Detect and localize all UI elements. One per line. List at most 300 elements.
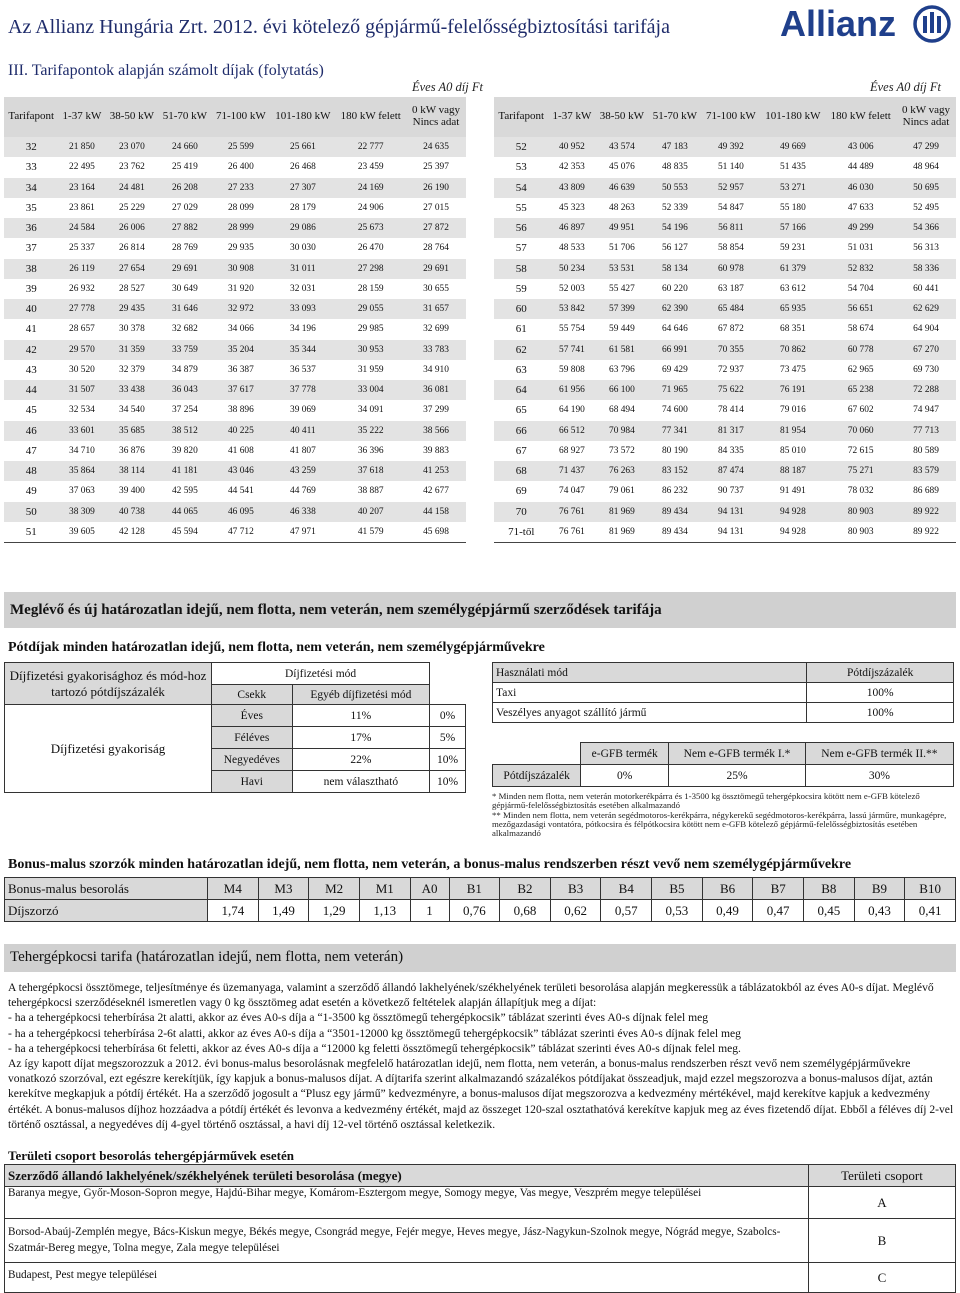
factor-cell: 0,45 <box>804 900 855 922</box>
fee-cell: 25 599 <box>211 137 270 157</box>
fee-cell: 46 338 <box>270 502 335 522</box>
fee-cell: 47 633 <box>825 198 896 218</box>
bonus-class-cell: M1 <box>359 878 410 900</box>
fee-cell: 28 657 <box>58 319 105 339</box>
fee-cell: 35 344 <box>270 340 335 360</box>
region-row-counties: Budapest, Pest megye települései <box>5 1263 809 1293</box>
fee-cell: 25 673 <box>335 218 406 238</box>
fee-cell: 85 010 <box>760 441 825 461</box>
table-row <box>4 461 466 481</box>
fee-cell: 23 459 <box>335 157 406 177</box>
fee-cell: 30 908 <box>211 259 270 279</box>
fee-cell: 39 400 <box>105 481 158 501</box>
fee-cell: 26 006 <box>105 218 158 238</box>
factor-cell: 0,68 <box>500 900 551 922</box>
fee-cell: 60 778 <box>825 340 896 360</box>
fee-cell: 40 738 <box>105 502 158 522</box>
table-row <box>4 299 466 319</box>
table-row <box>494 502 956 522</box>
fee-cell: 72 615 <box>825 441 896 461</box>
fee-cell: 31 920 <box>211 279 270 299</box>
fee-cell: 83 579 <box>896 461 956 481</box>
fee-cell: 27 015 <box>406 198 466 218</box>
fee-cell: 40 225 <box>211 421 270 441</box>
fee-cell: 52 957 <box>701 178 760 198</box>
bonus-class-cell: B8 <box>804 878 855 900</box>
fee-cell: 44 769 <box>270 481 335 501</box>
rate-col-header: 0 kW vagy Nincs adat <box>896 97 956 137</box>
frequency-label: Negyedéves <box>212 749 293 771</box>
bonus-class-cell: B4 <box>601 878 652 900</box>
fee-cell: 65 238 <box>825 380 896 400</box>
fee-cell: 71 965 <box>648 380 701 400</box>
bonus-class-cell: B6 <box>702 878 753 900</box>
fee-cell: 29 435 <box>105 299 158 319</box>
fee-cell: 94 928 <box>760 522 825 543</box>
fee-cell: 43 259 <box>270 461 335 481</box>
fee-cell: 32 699 <box>406 319 466 339</box>
fee-cell: 34 196 <box>270 319 335 339</box>
fee-cell: 46 897 <box>548 218 595 238</box>
fee-cell: 43 046 <box>211 461 270 481</box>
factor-cell: 0,49 <box>702 900 753 922</box>
fee-cell: 94 131 <box>701 502 760 522</box>
table-row <box>4 380 466 400</box>
rate-table-right <box>494 97 956 543</box>
table-row <box>494 481 956 501</box>
bonus-class-cell: B5 <box>652 878 703 900</box>
tariff-point-cell: 62 <box>494 340 548 360</box>
fee-cell: 91 491 <box>760 481 825 501</box>
fee-cell: 75 622 <box>701 380 760 400</box>
table-row <box>494 178 956 198</box>
factor-cell: 0,76 <box>449 900 500 922</box>
fee-cell: 75 271 <box>825 461 896 481</box>
surcharge-value: 22% <box>292 749 430 771</box>
fee-cell: 89 922 <box>896 522 956 543</box>
fee-cell: 27 778 <box>58 299 105 319</box>
usage-taxi-value: 100% <box>807 683 954 703</box>
table-row <box>494 441 956 461</box>
fee-cell: 25 419 <box>158 157 211 177</box>
fee-cell: 58 854 <box>701 238 760 258</box>
tariff-point-cell: 54 <box>494 178 548 198</box>
tariff-point-cell: 43 <box>4 360 58 380</box>
fee-cell: 27 882 <box>158 218 211 238</box>
fee-cell: 70 060 <box>825 421 896 441</box>
fee-cell: 78 032 <box>825 481 896 501</box>
surcharge-value: 10% <box>430 771 466 793</box>
fee-cell: 55 754 <box>548 319 595 339</box>
fee-cell: 64 646 <box>648 319 701 339</box>
fee-cell: 27 307 <box>270 178 335 198</box>
fee-cell: 57 741 <box>548 340 595 360</box>
tariff-point-cell: 49 <box>4 481 58 501</box>
table-row <box>4 340 466 360</box>
truck-paragraph: - ha a tehergépkocsi teherbírása 6t feletti, akkor az éves A0-s díja a “12000 kg feletti össztömegű tehergépkocsik” táblázat szerinti éves A0-s díjnak felel meg. <box>8 1041 741 1055</box>
fee-cell: 29 086 <box>270 218 335 238</box>
truck-paragraphs <box>8 980 958 1132</box>
tariff-point-cell: 67 <box>494 441 548 461</box>
region-title: Területi csoport besorolás tehergépjárművek esetén <box>8 1148 294 1163</box>
fee-cell: 46 030 <box>825 178 896 198</box>
usage-hazardous-value: 100% <box>807 703 954 723</box>
fee-cell: 32 534 <box>58 400 105 420</box>
fee-cell: 63 612 <box>760 279 825 299</box>
fee-cell: 42 353 <box>548 157 595 177</box>
fee-cell: 45 698 <box>406 522 466 543</box>
fee-cell: 60 220 <box>648 279 701 299</box>
fee-cell: 52 832 <box>825 259 896 279</box>
tariff-point-cell: 66 <box>494 421 548 441</box>
fee-cell: 50 695 <box>896 178 956 198</box>
fee-cell: 50 553 <box>648 178 701 198</box>
fee-cell: 90 737 <box>701 481 760 501</box>
tariff-point-cell: 58 <box>494 259 548 279</box>
section2-title: Meglévő és új határozatlan idejű, nem flotta, nem veterán, nem személygépjármű szerződések tarifája <box>10 602 662 618</box>
tariff-point-cell: 37 <box>4 238 58 258</box>
table-row <box>494 360 956 380</box>
fee-cell: 77 341 <box>648 421 701 441</box>
fee-cell: 24 584 <box>58 218 105 238</box>
fee-cell: 34 710 <box>58 441 105 461</box>
table-row <box>4 218 466 238</box>
fee-cell: 83 152 <box>648 461 701 481</box>
rate-col-header: 51-70 kW <box>158 97 211 137</box>
fee-cell: 89 434 <box>648 522 701 543</box>
surcharge-value: 0% <box>430 705 466 727</box>
fee-cell: 33 004 <box>335 380 406 400</box>
fee-cell: 70 984 <box>595 421 648 441</box>
fee-cell: 35 222 <box>335 421 406 441</box>
tariff-point-cell: 71-től <box>494 522 548 543</box>
table-row <box>4 178 466 198</box>
fee-cell: 29 055 <box>335 299 406 319</box>
fee-cell: 28 527 <box>105 279 158 299</box>
fee-cell: 29 691 <box>158 259 211 279</box>
fee-cell: 51 140 <box>701 157 760 177</box>
tariff-point-cell: 68 <box>494 461 548 481</box>
fee-cell: 32 972 <box>211 299 270 319</box>
tariff-point-cell: 40 <box>4 299 58 319</box>
egfb-value-2: 25% <box>669 765 806 787</box>
fee-cell: 34 910 <box>406 360 466 380</box>
region-row-counties: Baranya megye, Győr-Moson-Sopron megye, Hajdú-Bihar megye, Komárom-Esztergom megye, Somogy megye, Vas megye, Veszprém megye települései <box>5 1187 809 1219</box>
usage-taxi: Taxi <box>493 683 807 703</box>
surcharge-head: Pótdíjszázalék <box>807 663 954 683</box>
fee-cell: 47 971 <box>270 522 335 543</box>
fee-cell: 74 600 <box>648 400 701 420</box>
fee-cell: 86 232 <box>648 481 701 501</box>
tariff-point-cell: 52 <box>494 137 548 157</box>
table-row <box>494 340 956 360</box>
fee-cell: 62 629 <box>896 299 956 319</box>
fee-cell: 23 762 <box>105 157 158 177</box>
bonus-class-cell: M2 <box>309 878 360 900</box>
fee-cell: 36 537 <box>270 360 335 380</box>
fee-cell: 36 876 <box>105 441 158 461</box>
fee-cell: 40 411 <box>270 421 335 441</box>
tariff-point-cell: 69 <box>494 481 548 501</box>
tariff-point-cell: 50 <box>4 502 58 522</box>
fee-cell: 42 677 <box>406 481 466 501</box>
fee-cell: 52 495 <box>896 198 956 218</box>
fee-cell: 76 761 <box>548 522 595 543</box>
bonus-class-cell: B9 <box>854 878 905 900</box>
rate-col-header: 101-180 kW <box>760 97 825 137</box>
fee-cell: 66 512 <box>548 421 595 441</box>
region-head-county: Szerződő állandó lakhelyének/székhelyének területi besorolása (megye) <box>5 1165 809 1187</box>
fee-cell: 53 531 <box>595 259 648 279</box>
tariff-point-cell: 39 <box>4 279 58 299</box>
table-row <box>4 522 466 543</box>
truck-paragraph: - ha a tehergépkocsi teherbírása 2t alatti, akkor az éves A0-s díja a “1-3500 kg össztömegű tehergépkocsik” táblázat szerinti éves A0-s díjnak felel meg <box>8 1011 709 1025</box>
region-table <box>4 1164 956 1293</box>
fee-cell: 42 595 <box>158 481 211 501</box>
fee-cell: 67 602 <box>825 400 896 420</box>
fee-cell: 64 190 <box>548 400 595 420</box>
tariff-point-cell: 35 <box>4 198 58 218</box>
logo-wordmark: Allianz <box>780 3 897 44</box>
surcharge-value: 10% <box>430 749 466 771</box>
region-row-group: B <box>809 1219 956 1263</box>
fee-cell: 69 730 <box>896 360 956 380</box>
fee-cell: 63 187 <box>701 279 760 299</box>
fee-cell: 56 811 <box>701 218 760 238</box>
fee-cell: 47 712 <box>211 522 270 543</box>
factor-cell: 1,49 <box>258 900 309 922</box>
surcharge-value: 11% <box>292 705 430 727</box>
fee-cell: 31 646 <box>158 299 211 319</box>
fee-cell: 25 397 <box>406 157 466 177</box>
fee-cell: 27 029 <box>158 198 211 218</box>
table-row <box>494 157 956 177</box>
fee-cell: 27 654 <box>105 259 158 279</box>
egfb-col-2: Nem e-GFB termék I.* <box>669 743 806 765</box>
fee-cell: 22 777 <box>335 137 406 157</box>
annual-fee-label-right: Éves A0 díj Ft <box>870 80 941 94</box>
fee-cell: 32 682 <box>158 319 211 339</box>
truck-title: Tehergépkocsi tarifa (határozatlan idejű, nem flotta, nem veterán) <box>10 949 404 965</box>
rate-col-header: 38-50 kW <box>595 97 648 137</box>
fee-cell: 26 208 <box>158 178 211 198</box>
fee-cell: 74 047 <box>548 481 595 501</box>
table-row <box>4 259 466 279</box>
factor-label: Díjszorzó <box>5 900 208 922</box>
fee-cell: 41 807 <box>270 441 335 461</box>
region-row-group: A <box>809 1187 956 1219</box>
fee-cell: 66 100 <box>595 380 648 400</box>
tariff-point-cell: 55 <box>494 198 548 218</box>
fee-cell: 49 392 <box>701 137 760 157</box>
table-row <box>494 299 956 319</box>
fee-cell: 30 520 <box>58 360 105 380</box>
bonus-class-cell: M3 <box>258 878 309 900</box>
payment-frequency-table <box>4 662 466 793</box>
fee-cell: 72 937 <box>701 360 760 380</box>
fee-cell: 24 169 <box>335 178 406 198</box>
fee-cell: 77 713 <box>896 421 956 441</box>
fee-cell: 66 991 <box>648 340 701 360</box>
fee-cell: 87 474 <box>701 461 760 481</box>
table-row <box>4 198 466 218</box>
tariff-point-cell: 46 <box>4 421 58 441</box>
truck-paragraph: - ha a tehergépkocsi teherbírása 2-6t alatti, akkor az éves A0-s díja a “3501-12000 kg össztömegű tehergépkocsik” táblázat szerinti éves A0-s díjnak felel meg <box>8 1026 741 1040</box>
fee-cell: 37 617 <box>211 380 270 400</box>
fee-cell: 81 969 <box>595 522 648 543</box>
bonus-class-cell: A0 <box>410 878 449 900</box>
table-row <box>494 421 956 441</box>
fee-cell: 78 414 <box>701 400 760 420</box>
egfb-table <box>492 742 954 787</box>
fee-cell: 48 263 <box>595 198 648 218</box>
fee-cell: 26 932 <box>58 279 105 299</box>
fee-cell: 80 903 <box>825 502 896 522</box>
rate-col-header: Tarifapont <box>4 97 58 137</box>
fee-cell: 31 011 <box>270 259 335 279</box>
egfb-col-3: Nem e-GFB termék II.** <box>805 743 953 765</box>
fee-cell: 73 572 <box>595 441 648 461</box>
fee-cell: 84 335 <box>701 441 760 461</box>
fee-cell: 53 842 <box>548 299 595 319</box>
fee-cell: 26 190 <box>406 178 466 198</box>
rate-col-header: 38-50 kW <box>105 97 158 137</box>
fee-cell: 37 618 <box>335 461 406 481</box>
fee-cell: 26 119 <box>58 259 105 279</box>
fee-cell: 41 181 <box>158 461 211 481</box>
rate-col-header: 71-100 kW <box>211 97 270 137</box>
table-row <box>494 461 956 481</box>
fee-cell: 24 635 <box>406 137 466 157</box>
freq-table-heading: Díjfizetési gyakorisághoz és mód-hoz tartozó pótdíjszázalék <box>5 663 212 705</box>
table-row <box>4 421 466 441</box>
fee-cell: 53 271 <box>760 178 825 198</box>
fee-cell: 41 608 <box>211 441 270 461</box>
fee-cell: 29 935 <box>211 238 270 258</box>
fee-cell: 24 660 <box>158 137 211 157</box>
fee-cell: 59 231 <box>760 238 825 258</box>
table-row <box>4 157 466 177</box>
fee-cell: 62 965 <box>825 360 896 380</box>
fee-cell: 50 234 <box>548 259 595 279</box>
fee-cell: 70 355 <box>701 340 760 360</box>
fee-cell: 37 299 <box>406 400 466 420</box>
frequency-label: Féléves <box>212 727 293 749</box>
truck-paragraph: A tehergépkocsi össztömege, teljesítménye és üzemanyaga, valamint a szerződő állandó lakhelyének/székhelyének területi besorolása alapján megkeressük a táblázatokból az éves A0-s díjat. Meglévő tehergépkocsi szerződéseknél ismeretlen vagy 0 kg össztömeg adat esetén a következő feltételek alapján állapítjuk meg a díjat: <box>8 981 934 1010</box>
fee-cell: 28 159 <box>335 279 406 299</box>
fee-cell: 34 091 <box>335 400 406 420</box>
tariff-point-cell: 61 <box>494 319 548 339</box>
fee-cell: 44 158 <box>406 502 466 522</box>
fee-cell: 39 820 <box>158 441 211 461</box>
fee-cell: 45 594 <box>158 522 211 543</box>
fee-cell: 26 400 <box>211 157 270 177</box>
fee-cell: 40 952 <box>548 137 595 157</box>
footnote-2: ** Minden nem flotta, nem veterán segédmotoros-kerékpárra, négykerekű segédmotoros-kerékpárra, lassú járműre, munkagépre, mezőgazdasági vontatóra, pótkocsira és félpótkocsira kötött nem e-GFB kötelező gépjármű-felelősségbiztosítás esetében alkalmazandó <box>492 810 947 838</box>
table-row <box>494 522 956 543</box>
fee-cell: 48 533 <box>548 238 595 258</box>
factor-cell: 0,43 <box>854 900 905 922</box>
fee-cell: 76 761 <box>548 502 595 522</box>
tariff-point-cell: 32 <box>4 137 58 157</box>
tariff-point-cell: 65 <box>494 400 548 420</box>
surcharge-value: nem választható <box>292 771 430 793</box>
table-row <box>494 218 956 238</box>
tariff-point-cell: 70 <box>494 502 548 522</box>
fee-cell: 23 861 <box>58 198 105 218</box>
fee-cell: 55 180 <box>760 198 825 218</box>
fee-cell: 61 379 <box>760 259 825 279</box>
annual-fee-label-left: Éves A0 díj Ft <box>412 80 483 94</box>
tariff-point-cell: 38 <box>4 259 58 279</box>
fee-cell: 60 978 <box>701 259 760 279</box>
rate-col-header: 1-37 kW <box>548 97 595 137</box>
rate-col-header: 180 kW felett <box>335 97 406 137</box>
region-head-group: Területi csoport <box>809 1165 956 1187</box>
fee-cell: 31 507 <box>58 380 105 400</box>
usage-head: Használati mód <box>493 663 807 683</box>
fee-cell: 94 928 <box>760 502 825 522</box>
fee-cell: 27 233 <box>211 178 270 198</box>
fee-cell: 70 862 <box>760 340 825 360</box>
fee-cell: 48 964 <box>896 157 956 177</box>
payment-mode-heading: Díjfizetési mód <box>212 663 430 685</box>
table-row <box>5 705 466 727</box>
table-row <box>4 279 466 299</box>
fee-cell: 30 378 <box>105 319 158 339</box>
document-title: Az Allianz Hungária Zrt. 2012. évi kötelező gépjármű-felelősségbiztosítási tarifája <box>8 16 670 38</box>
factor-cell: 0,62 <box>550 900 601 922</box>
fee-cell: 51 435 <box>760 157 825 177</box>
fee-cell: 31 657 <box>406 299 466 319</box>
fee-cell: 51 031 <box>825 238 896 258</box>
fee-cell: 35 864 <box>58 461 105 481</box>
fee-cell: 41 579 <box>335 522 406 543</box>
factor-cell: 1 <box>410 900 449 922</box>
tariff-point-cell: 51 <box>4 522 58 543</box>
fee-cell: 63 796 <box>595 360 648 380</box>
fee-cell: 52 339 <box>648 198 701 218</box>
rate-col-header: 1-37 kW <box>58 97 105 137</box>
tariff-point-cell: 57 <box>494 238 548 258</box>
fee-cell: 27 298 <box>335 259 406 279</box>
section-title: III. Tarifapontok alapján számolt díjak (folytatás) <box>8 62 324 79</box>
fee-cell: 28 999 <box>211 218 270 238</box>
footnote-1: * Minden nem flotta, nem veterán motorkerékpárra és 1-3500 kg össztömegű tehergépkocsira kötött nem e-GFB kötelező gépjármű-felelősségbiztosítás esetében alkalmazandó <box>492 791 920 810</box>
rate-table-header <box>4 97 466 137</box>
fee-cell: 56 651 <box>825 299 896 319</box>
fee-cell: 65 484 <box>701 299 760 319</box>
factor-cell: 0,57 <box>601 900 652 922</box>
fee-cell: 34 066 <box>211 319 270 339</box>
fee-cell: 74 947 <box>896 400 956 420</box>
fee-cell: 59 449 <box>595 319 648 339</box>
fee-cell: 38 896 <box>211 400 270 420</box>
fee-cell: 44 489 <box>825 157 896 177</box>
surcharge-value: 5% <box>430 727 466 749</box>
fee-cell: 56 127 <box>648 238 701 258</box>
rate-table-left <box>4 97 466 543</box>
fee-cell: 61 581 <box>595 340 648 360</box>
frequency-label: Éves <box>212 705 293 727</box>
fee-cell: 79 061 <box>595 481 648 501</box>
fee-cell: 52 003 <box>548 279 595 299</box>
fee-cell: 36 081 <box>406 380 466 400</box>
fee-cell: 28 769 <box>158 238 211 258</box>
bonus-malus-title: Bonus-malus szorzók minden határozatlan idejű, nem flotta, nem veterán, a bonus-malus rendszerben részt vevő nem személygépjárművekre <box>8 857 852 872</box>
egfb-value-1: 0% <box>581 765 669 787</box>
tariff-point-cell: 42 <box>4 340 58 360</box>
